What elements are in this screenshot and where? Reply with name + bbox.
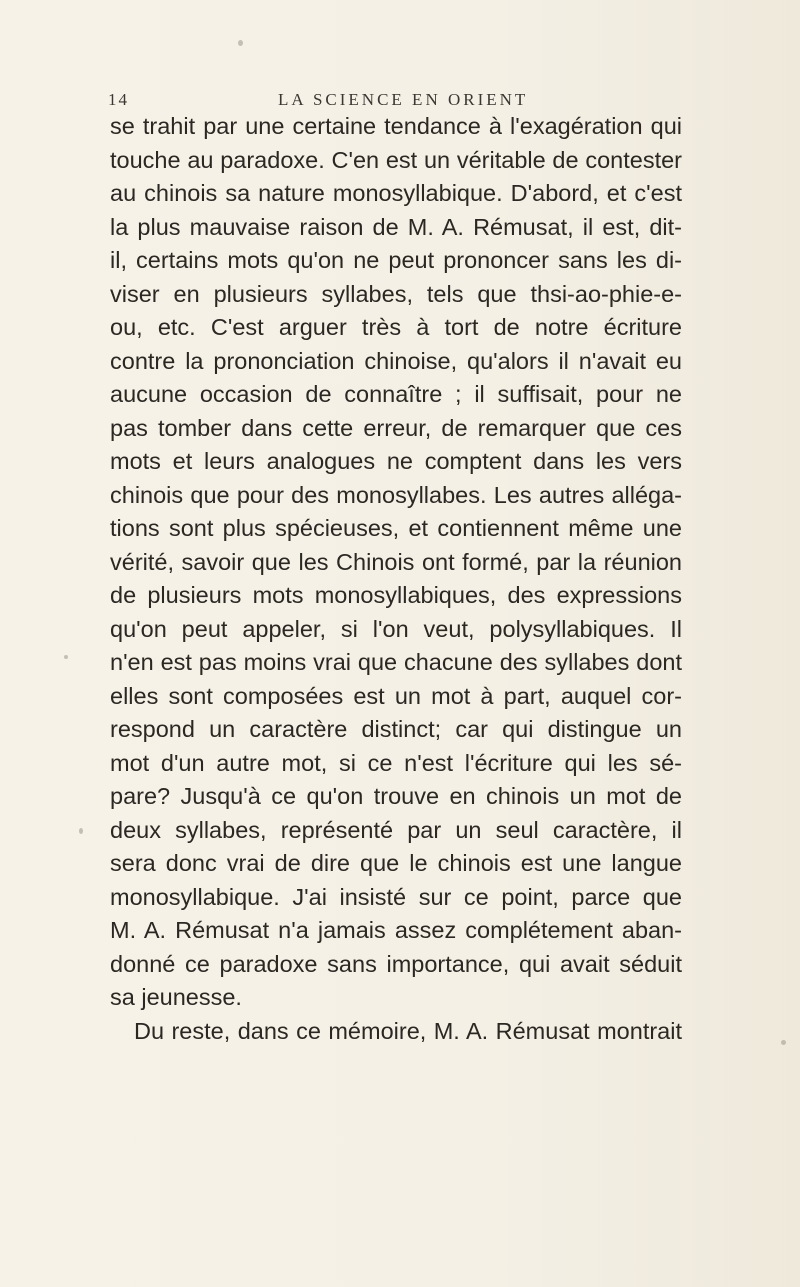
paper-spot bbox=[79, 828, 83, 834]
running-title: LA SCIENCE EN ORIENT bbox=[278, 90, 529, 109]
text-line: touche au paradoxe. C'en est un véritable de contester bbox=[110, 146, 682, 173]
text-line: contre la prononciation chinoise, qu'alors il n'avait eu bbox=[110, 347, 682, 374]
page-number: 14 bbox=[108, 90, 129, 109]
text-line: respond un caractère distinct; car qui distingue un bbox=[110, 716, 682, 742]
text-line: deux syllabes, représenté par un seul caractère, il bbox=[110, 816, 682, 843]
running-header bbox=[108, 90, 668, 112]
text-line: il, certains mots qu'on ne peut prononcer sans les di- bbox=[110, 247, 682, 273]
text-line: Du reste, dans ce mémoire, M. A. Rémusat montrait bbox=[134, 1017, 682, 1044]
text-line: elles sont composées est un mot à part, auquel cor- bbox=[110, 682, 682, 709]
text-line: pare? Jusqu'à ce qu'on trouve en chinois un mot de bbox=[110, 783, 682, 809]
text-line: sa jeunesse. bbox=[110, 984, 242, 1010]
text-line: chinois que pour des monosyllabes. Les autres alléga- bbox=[110, 481, 682, 508]
text-line: au chinois sa nature monosyllabique. D'abord, et c'est bbox=[110, 180, 682, 206]
text-line: donné ce paradoxe sans importance, qui avait séduit bbox=[110, 950, 682, 977]
text-line: sera donc vrai de dire que le chinois est une langue bbox=[110, 850, 682, 876]
text-line: qu'on peut appeler, si l'on veut, polysyllabiques. Il bbox=[110, 615, 682, 642]
body-text bbox=[110, 110, 682, 1048]
text-line: monosyllabique. J'ai insisté sur ce point, parce que bbox=[110, 883, 682, 910]
text-line: vérité, savoir que les Chinois ont formé, par la réunion bbox=[110, 548, 682, 575]
text-line: n'en est pas moins vrai que chacune des syllabes dont bbox=[110, 649, 682, 675]
paper-spot bbox=[64, 655, 68, 659]
paper-spot bbox=[781, 1040, 786, 1045]
paper-spot bbox=[238, 40, 243, 46]
text-line: se trahit par une certaine tendance à l'exagération qui bbox=[110, 113, 682, 139]
text-line: la plus mauvaise raison de M. A. Rémusat, il est, dit- bbox=[110, 213, 682, 240]
text-line: viser en plusieurs syllabes, tels que thsi-ao-phie-e- bbox=[110, 280, 682, 307]
text-line: tions sont plus spécieuses, et contiennent même une bbox=[110, 515, 682, 541]
text-line: mot d'un autre mot, si ce n'est l'écriture qui les sé- bbox=[110, 749, 682, 776]
text-line: de plusieurs mots monosyllabiques, des expressions bbox=[110, 582, 682, 608]
text-line: ou, etc. C'est arguer très à tort de notre écriture bbox=[110, 314, 682, 340]
text-line: mots et leurs analogues ne comptent dans les vers bbox=[110, 448, 682, 474]
text-line: aucune occasion de connaître ; il suffisait, pour ne bbox=[110, 381, 682, 407]
text-line: pas tomber dans cette erreur, de remarquer que ces bbox=[110, 414, 682, 441]
text-line: M. A. Rémusat n'a jamais assez complétement aban- bbox=[110, 917, 682, 943]
